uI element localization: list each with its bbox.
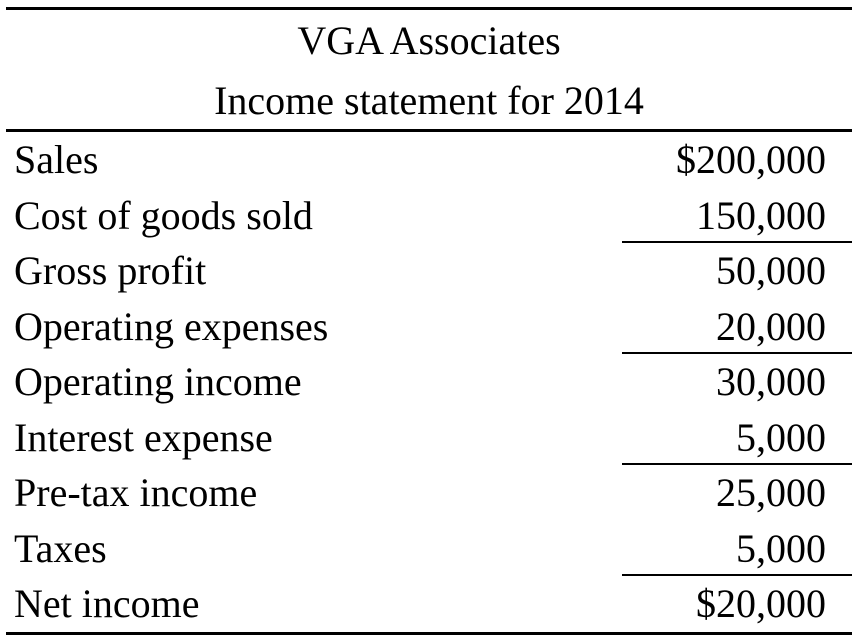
row-value: 30,000 [716,359,826,405]
row-label: Net income [14,581,200,627]
row-label: Taxes [14,525,107,571]
row-operating-income [6,354,852,410]
row-cost-of-goods-sold [6,188,852,244]
income-statement [6,7,852,635]
row-label: Operating income [14,359,302,405]
row-value: $20,000 [696,581,826,627]
row-label: Pre-tax income [14,470,258,516]
row-value: 20,000 [716,303,826,349]
row-interest-expense [6,410,852,466]
row-value: 150,000 [696,192,826,238]
company-name: VGA Associates [297,18,561,63]
row-gross-profit [6,243,852,299]
row-label: Interest expense [14,414,273,460]
bottom-rule [6,632,852,635]
row-label: Cost of goods sold [14,192,313,238]
row-value: 5,000 [736,414,826,460]
row-label: Sales [14,137,99,183]
row-operating-expenses [6,299,852,355]
row-label: Gross profit [14,248,207,294]
statement-rows [6,132,852,632]
row-taxes [6,521,852,577]
row-value: 50,000 [716,248,826,294]
row-pre-tax-income [6,465,852,521]
row-label: Operating expenses [14,303,329,349]
row-value: $200,000 [676,137,826,183]
statement-title: Income statement for 2014 [214,77,644,123]
row-net-income [6,576,852,632]
row-value: 25,000 [716,470,826,516]
row-value: 5,000 [736,525,826,571]
row-sales [6,132,852,188]
